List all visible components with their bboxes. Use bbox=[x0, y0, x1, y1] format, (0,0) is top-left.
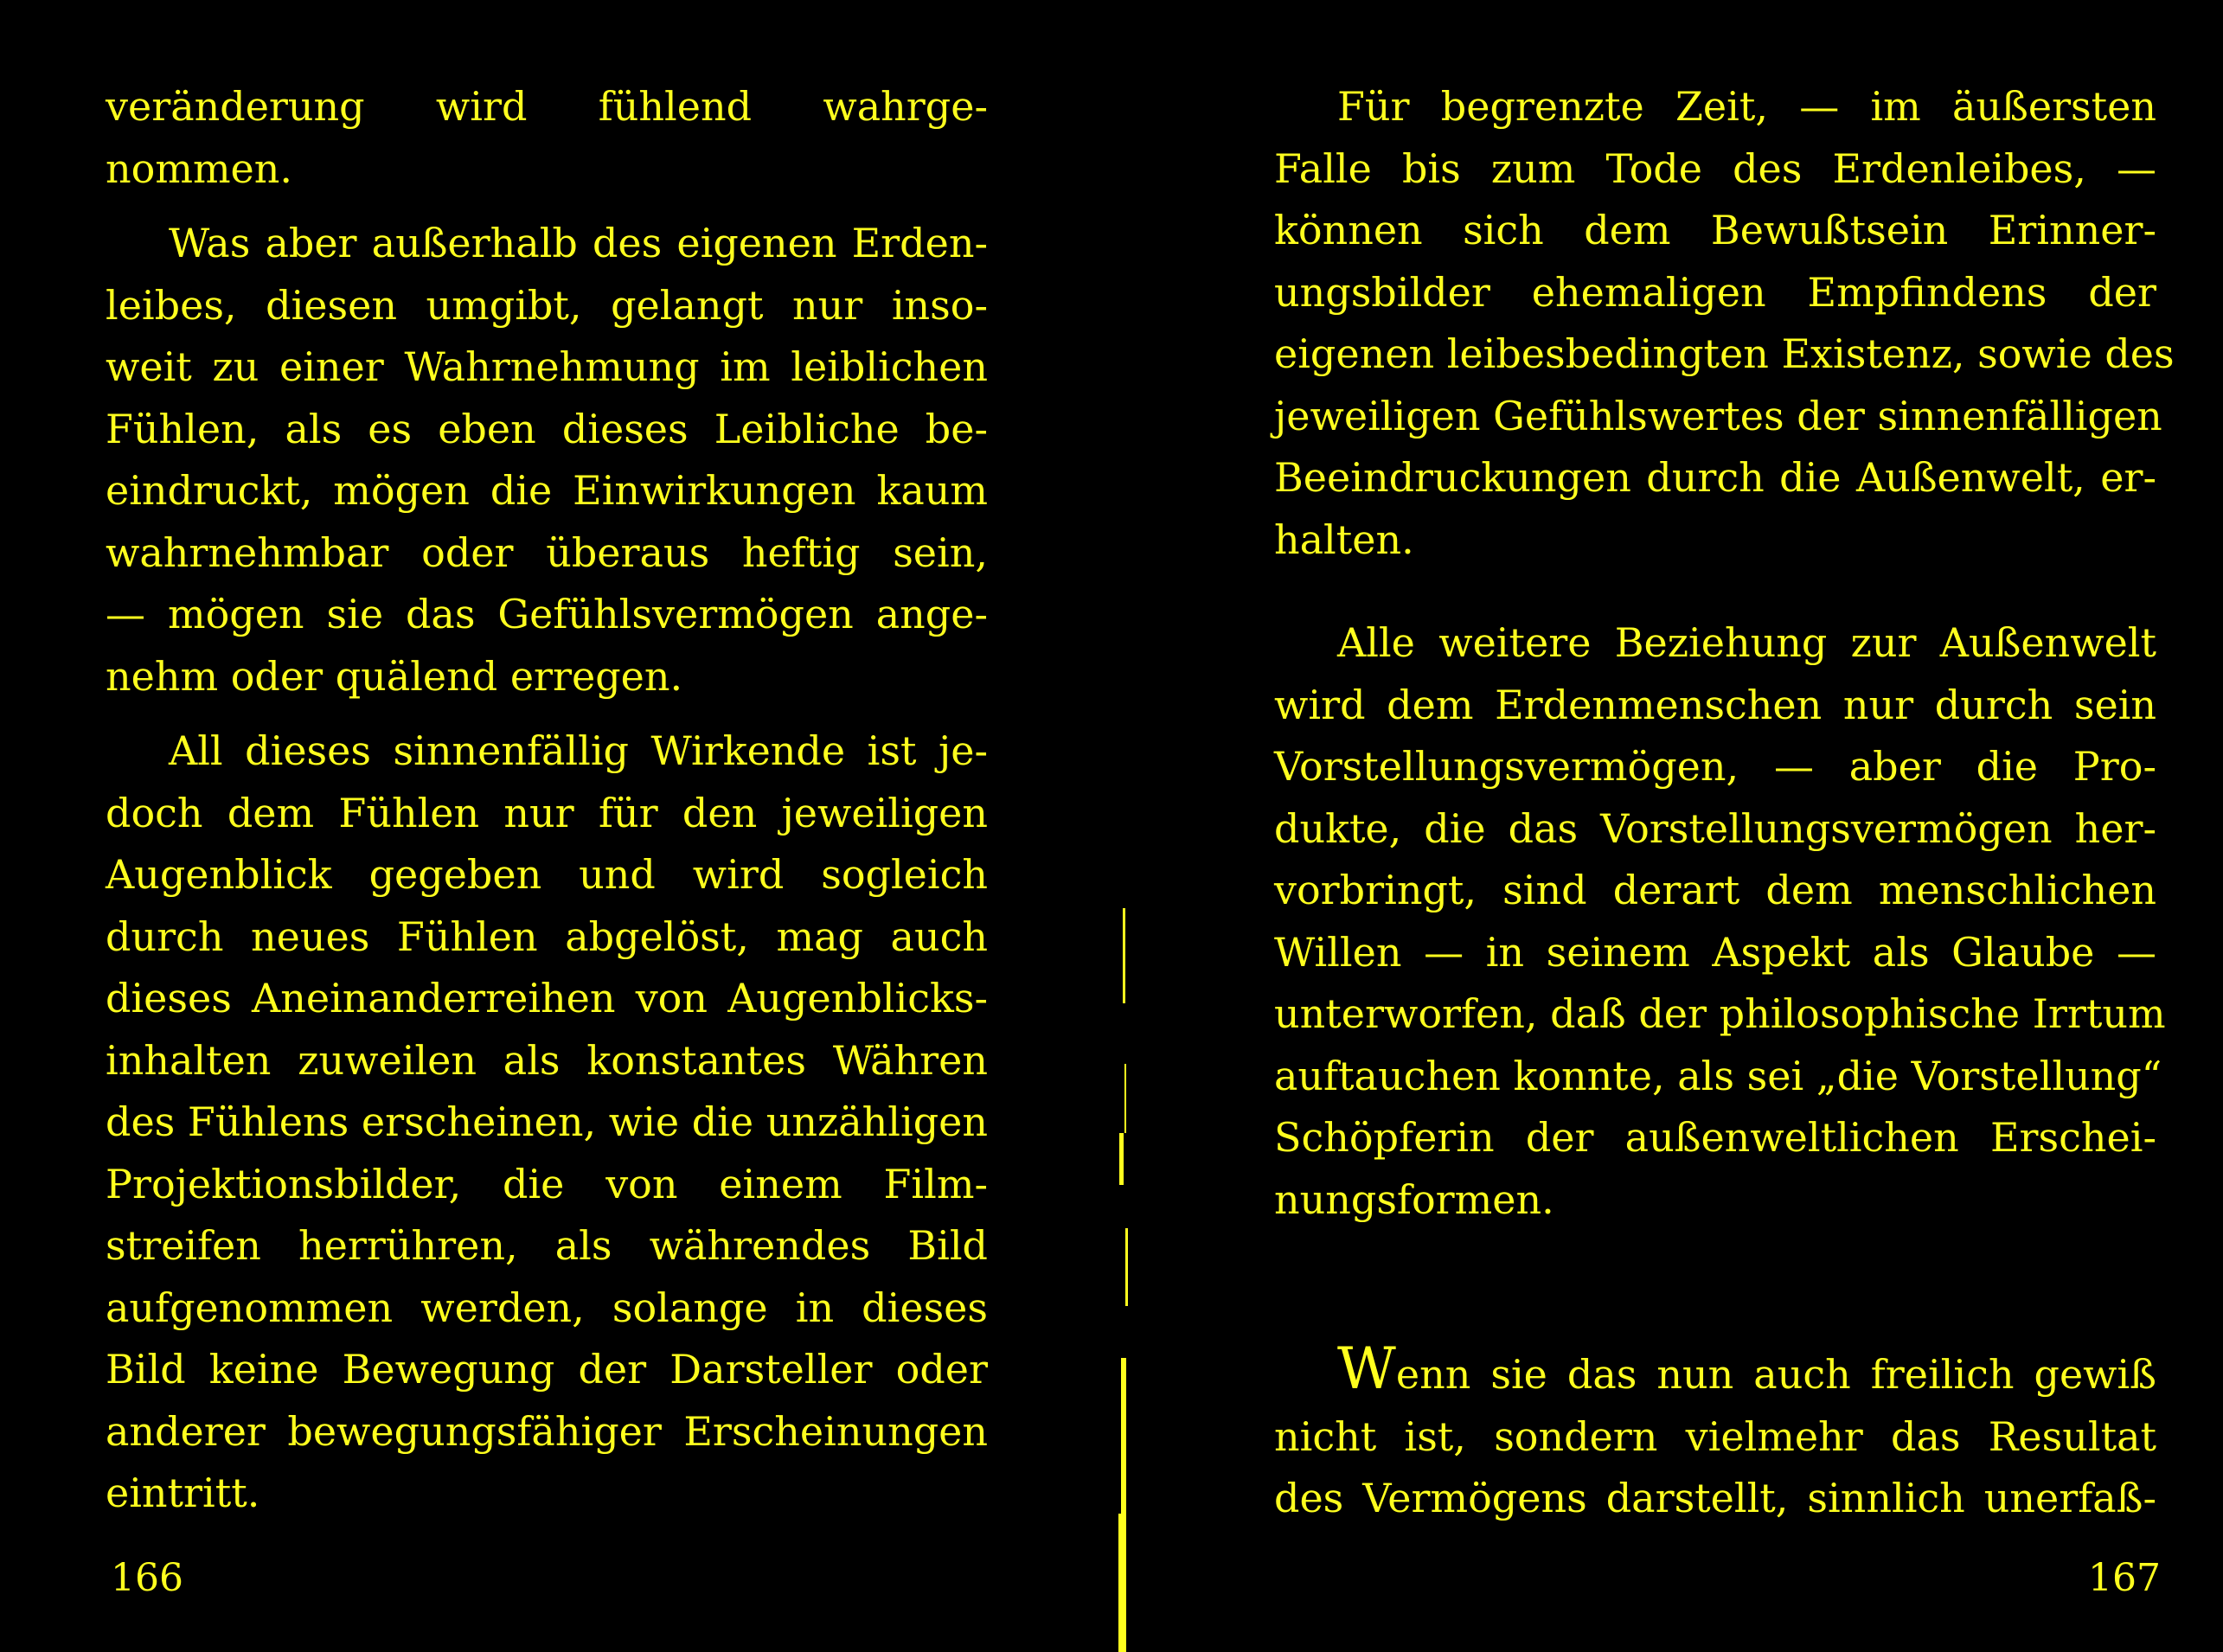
text-line: Für begrenzte Zeit, — im äußersten bbox=[1337, 83, 2156, 130]
text-line: Bild keine Bewegung der Darsteller oder bbox=[106, 1346, 988, 1393]
text-line: dieses Aneinanderreihen von Augenblicks- bbox=[106, 975, 988, 1021]
text-line bbox=[1274, 1335, 2156, 1406]
text-line: doch dem Fühlen nur für den jeweiligen bbox=[106, 789, 988, 836]
text-line: Augenblick gegeben und wird sogleich bbox=[106, 851, 988, 898]
drop-cap: W bbox=[1337, 1335, 1396, 1402]
text-line: inhalten zuweilen als konstantes Währen bbox=[106, 1036, 988, 1084]
book-gutter bbox=[1116, 908, 1133, 1652]
left-paragraph-1 bbox=[106, 76, 988, 200]
text-line: nommen. bbox=[106, 144, 293, 192]
text-line: nungsformen. bbox=[1274, 1175, 1554, 1223]
text-line: Projektionsbilder, die von einem Film- bbox=[106, 1160, 988, 1207]
text-line: Willen — in seinem Aspekt als Glaube — bbox=[1274, 928, 2156, 976]
text-line: Fühlen, als es eben dieses Leibliche be- bbox=[106, 405, 988, 452]
text-line: anderer bewegungsfähiger Erscheinungen bbox=[106, 1407, 988, 1455]
text-line: dukte, die das Vorstellungsvermögen her- bbox=[1274, 804, 2156, 852]
text-line: eigenen leibesbedingten Existenz, sowie des bbox=[1274, 330, 2175, 377]
text-line: des Fühlens erscheinen, wie die unzähligen bbox=[106, 1098, 988, 1145]
text-line: des Vermögens darstellt, sinnlich unerfaß- bbox=[1274, 1475, 2156, 1521]
text-line: veränderung wird fühlend wahrge- bbox=[106, 83, 988, 130]
left-page bbox=[106, 76, 988, 1538]
text-line: Beeindruckungen durch die Außenwelt, er- bbox=[1274, 454, 2156, 501]
text-line: All dieses sinnenfällig Wirkende ist je- bbox=[169, 727, 988, 774]
text-line: auftauchen konnte, als sei „die Vorstellung“ bbox=[1274, 1052, 2162, 1099]
text-line: vorbringt, sind derart dem menschlichen bbox=[1274, 867, 2156, 913]
right-paragraph-2 bbox=[1274, 612, 2166, 1231]
page-number-left: 166 bbox=[111, 1556, 183, 1600]
right-page bbox=[1274, 76, 2175, 1543]
text-line: unterworfen, daß der philosophische Irrtum bbox=[1274, 990, 2166, 1037]
text-line: ungsbilder ehemaligen Empfindens der bbox=[1274, 268, 2156, 316]
text-line: Vorstellungsvermögen, — aber die Pro- bbox=[1274, 743, 2156, 790]
text-line: eindruckt, mögen die Einwirkungen kaum bbox=[106, 467, 988, 514]
right-paragraph-1 bbox=[1274, 76, 2175, 571]
text-line: Was aber außerhalb des eigenen Erden- bbox=[169, 220, 988, 266]
text-line: weit zu einer Wahrnehmung im leiblichen bbox=[106, 343, 988, 390]
text-line: aufgenommen werden, solange in dieses bbox=[106, 1284, 988, 1331]
text-line: — mögen sie das Gefühlsvermögen ange- bbox=[106, 591, 988, 637]
text-line: können sich dem Bewußtsein Erinner- bbox=[1274, 207, 2156, 253]
left-paragraph-3 bbox=[106, 720, 988, 1525]
text-line: nehm oder quälend erregen. bbox=[106, 652, 683, 700]
text-line: nicht ist, sondern vielmehr das Resultat bbox=[1274, 1412, 2156, 1460]
text-line: halten. bbox=[1274, 515, 1414, 563]
text-line: wird dem Erdenmenschen nur durch sein bbox=[1274, 681, 2156, 728]
text-line: Alle weitere Beziehung zur Außenwelt bbox=[1337, 619, 2156, 666]
page-number-right: 167 bbox=[2088, 1556, 2161, 1600]
text-line: leibes, diesen umgibt, gelangt nur inso- bbox=[106, 281, 988, 329]
text-line: jeweiligen Gefühlswertes der sinnenfälligen bbox=[1274, 392, 2162, 439]
left-paragraph-2 bbox=[106, 213, 988, 708]
text-line: durch neues Fühlen abgelöst, mag auch bbox=[106, 912, 988, 960]
text-line: eintritt. bbox=[106, 1470, 260, 1516]
text-line: wahrnehmbar oder überaus heftig sein, bbox=[106, 528, 988, 576]
right-paragraph-3 bbox=[1274, 1335, 2156, 1530]
text-line: streifen herrühren, als währendes Bild bbox=[106, 1222, 988, 1269]
text-line: Schöpferin der außenweltlichen Erschei- bbox=[1274, 1114, 2156, 1161]
text-line: Falle bis zum Tode des Erdenleibes, — bbox=[1274, 144, 2156, 192]
text-line-rest: enn sie das nun auch freilich gewiß bbox=[1395, 1351, 2156, 1398]
